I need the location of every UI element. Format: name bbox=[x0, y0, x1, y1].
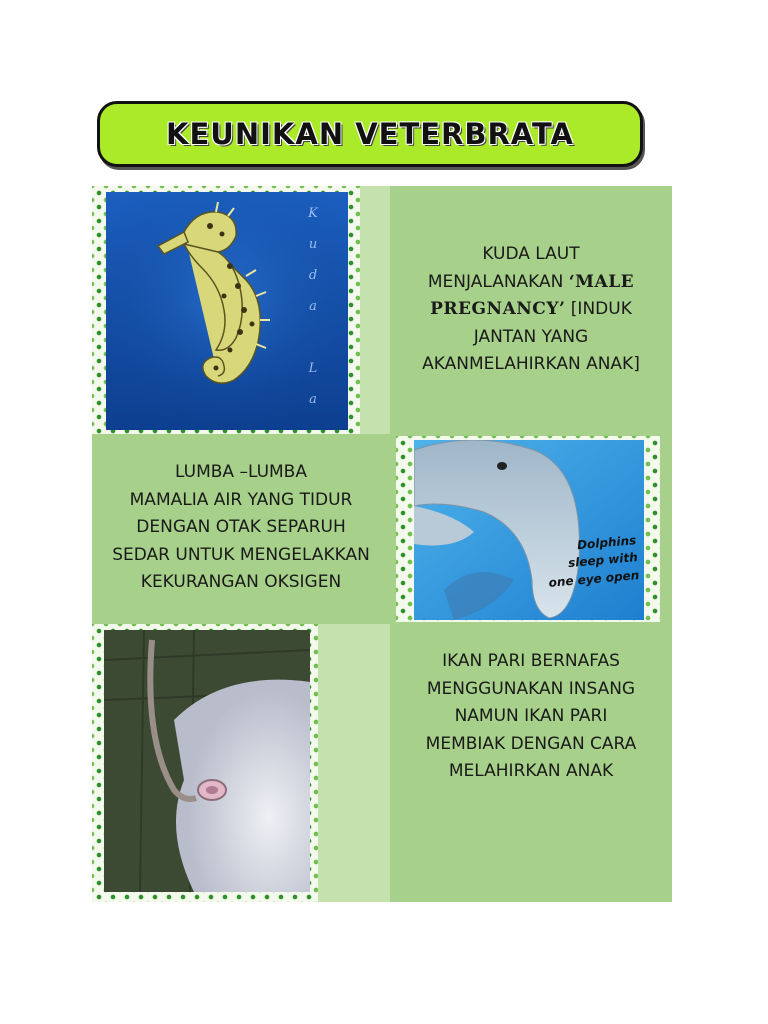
seahorse-image bbox=[106, 192, 348, 430]
fact-emphasis: ‘MALE bbox=[568, 271, 635, 292]
page-title: KEUNIKAN VETERBRATA bbox=[166, 117, 574, 151]
fact-line: AKANMELAHIRKAN ANAK] bbox=[422, 354, 640, 375]
fact-line: NAMUN IKAN PARI bbox=[454, 706, 608, 727]
dolphin-caption bbox=[545, 532, 640, 592]
stingray-image bbox=[104, 630, 310, 892]
seahorse-fact bbox=[390, 186, 672, 434]
fact-line: IKAN PARI BERNAFAS bbox=[442, 651, 620, 672]
label-letter: u bbox=[308, 237, 318, 252]
stingray-fact bbox=[390, 624, 672, 810]
label-letter bbox=[302, 322, 324, 353]
label-letter: a bbox=[309, 299, 317, 314]
fact-line: KEKURANGAN OKSIGEN bbox=[140, 572, 342, 593]
label-letter: a bbox=[309, 392, 317, 407]
label-letter: d bbox=[308, 268, 318, 283]
title-banner bbox=[97, 101, 643, 167]
fact-line: SEDAR UNTUK MENGELAKKAN bbox=[112, 544, 370, 565]
fact-text: MENJALANAKAN bbox=[427, 271, 569, 292]
fact-line: MELAHIRKAN ANAK bbox=[448, 761, 614, 782]
seahorse-vertical-label bbox=[302, 198, 324, 415]
caption-line: sleep with bbox=[567, 550, 639, 571]
fact-line: JANTAN YANG bbox=[473, 326, 589, 347]
fact-line: MAMALIA AIR YANG TIDUR bbox=[129, 489, 353, 510]
caption-line: Dolphins bbox=[576, 533, 637, 553]
dolphin-image bbox=[414, 440, 644, 620]
fact-line: MENGGUNAKAN INSANG bbox=[426, 678, 636, 699]
fact-text: [INDUK bbox=[565, 299, 632, 320]
stingray-side-strip bbox=[318, 624, 390, 902]
caption-line: one eye open bbox=[548, 567, 640, 590]
fact-line: MEMBIAK DENGAN CARA bbox=[425, 733, 637, 754]
seahorse-side-strip bbox=[360, 186, 390, 434]
fact-emphasis: PREGNANCY’ bbox=[430, 299, 566, 320]
fact-line bbox=[422, 269, 640, 297]
label-letter: K bbox=[308, 206, 318, 221]
fact-line: LUMBA –LUMBA bbox=[175, 462, 307, 483]
facts-panel bbox=[92, 186, 672, 902]
label-letter: L bbox=[308, 361, 318, 376]
fact-line bbox=[422, 296, 640, 324]
fact-line: DENGAN OTAK SEPARUH bbox=[136, 517, 346, 538]
fact-line: KUDA LAUT bbox=[482, 244, 580, 265]
dolphin-fact bbox=[92, 434, 390, 622]
